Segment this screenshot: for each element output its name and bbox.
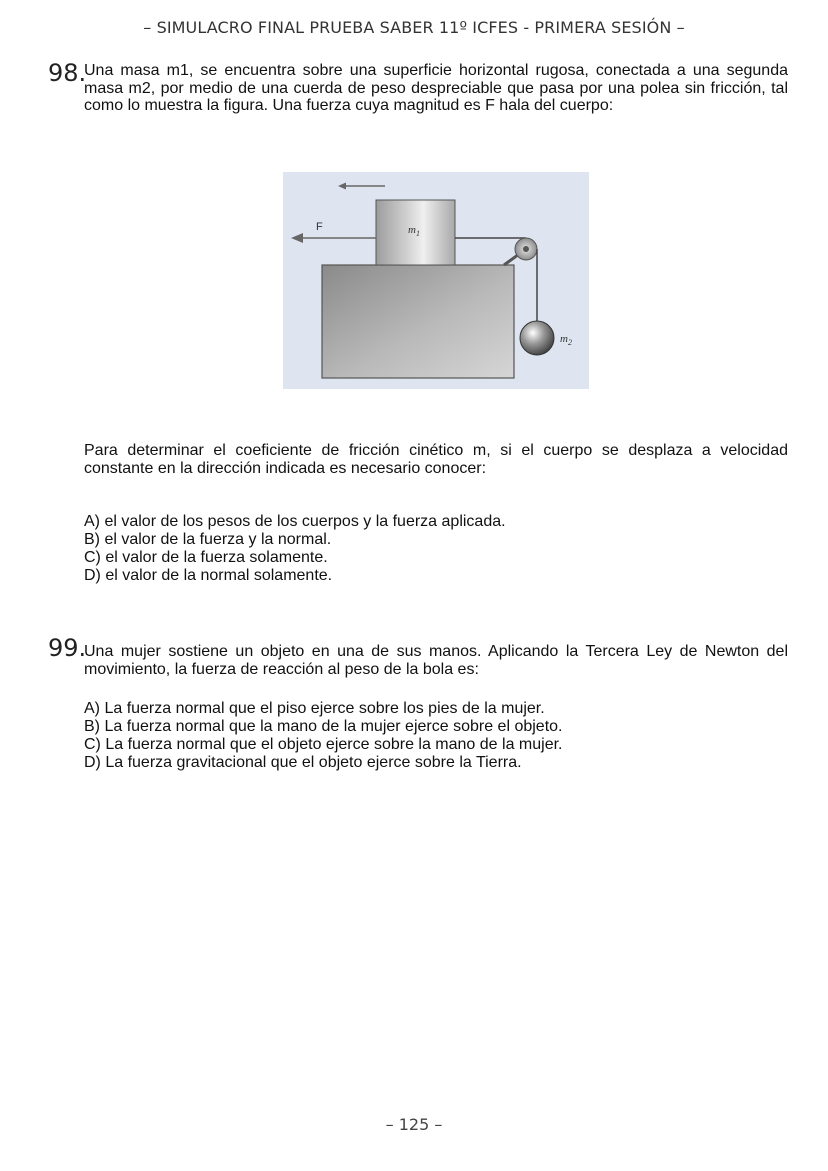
question-98	[48, 59, 788, 115]
m1-letter: m	[408, 224, 416, 236]
page-number: – 125 –	[385, 1115, 443, 1134]
question-99-head	[48, 634, 788, 678]
question-98-options	[84, 513, 788, 585]
question-99-options	[84, 700, 788, 772]
question-98-head	[48, 59, 788, 115]
pulley-axle	[523, 246, 529, 252]
page-header: – SIMULACRO FINAL PRUEBA SABER 11º ICFES - PRIMERA SESIÓN –	[143, 18, 685, 37]
question-99	[48, 634, 788, 772]
option-98-b: B) el valor de la fuerza y la normal.	[84, 531, 332, 548]
option-99-a: A) La fuerza normal que el piso ejerce sobre los pies de la mujer.	[84, 700, 545, 717]
option-98-d: D) el valor de la normal solamente.	[84, 567, 333, 584]
option-99-b: B) La fuerza normal que la mano de la mujer ejerce sobre el objeto.	[84, 718, 563, 735]
ball-m2	[520, 321, 554, 355]
question-98-continued	[48, 442, 788, 585]
m2-letter: m	[560, 333, 568, 345]
question-98-number: 98.	[48, 59, 87, 87]
m2-subscript: 2	[567, 338, 572, 347]
table	[322, 265, 514, 378]
question-99-number: 99.	[48, 634, 87, 662]
physics-figure	[283, 172, 589, 389]
option-98-a: A) el valor de los pesos de los cuerpos y la fuerza aplicada.	[84, 513, 506, 530]
m1-subscript: 1	[415, 229, 420, 238]
question-98-prompt: Para determinar el coeficiente de fricción cinético m, si el cuerpo se desplaza a velocidad constante en la dirección indicada es necesario conocer:	[84, 442, 788, 477]
option-99-c: C) La fuerza normal que el objeto ejerce sobre la mano de la mujer.	[84, 736, 563, 753]
question-98-stem: Una masa m1, se encuentra sobre una superficie horizontal rugosa, conectada a una segunda masa m2, por medio de una cuerda de peso despreciable que pasa por una polea sin fricción, tal como lo muestra la figura. Una fuerza cuya magnitud es F hala del cuerpo:	[84, 62, 788, 114]
question-99-stem: Una mujer sostiene un objeto en una de sus manos. Aplicando la Tercera Ley de Newton del movimiento, la fuerza de reacción al peso de la bola es:	[84, 643, 788, 678]
force-label: F	[316, 221, 323, 233]
option-98-c: C) el valor de la fuerza solamente.	[84, 549, 328, 566]
option-99-d: D) La fuerza gravitacional que el objeto ejerce sobre la Tierra.	[84, 754, 522, 771]
